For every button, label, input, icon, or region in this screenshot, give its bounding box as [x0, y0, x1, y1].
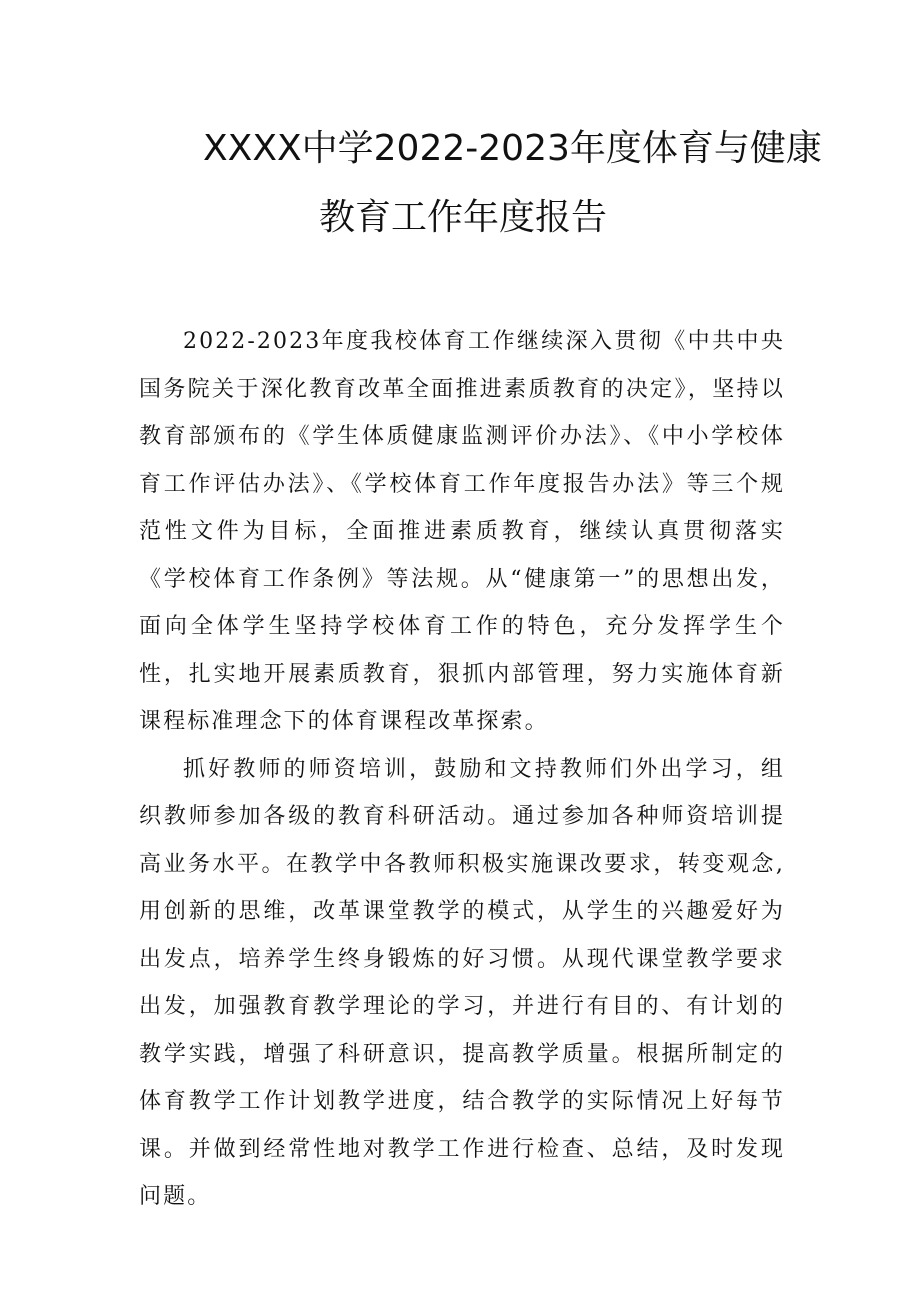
document-title-line-2: 教育工作年度报告: [319, 197, 608, 238]
document-title-line-1: XXXX中学2022-2023年度体育与健康: [203, 128, 822, 169]
paragraph-2: 抓好教师的师资培训，鼓励和文持教师们外出学习，组织教师参加各级的教育科研活动。通过参加各种师资培训提高业务水平。在教学中各教师积极实施课改要求，转变观念,用创新的思维，改革课堂教学的模式，从学生的兴趣爱好为出发点，培养学生终身锻炼的好习惯。从现代课堂教学要求出发，加强教育教学理论的学习，并进行有目的、有计划的教学实践，增强了科研意识，提高教学质量。根据所制定的体育教学工作计划教学进度，结合教学的实际情况上好每节课。并做到经常性地对教学工作进行检查、总结，及时发现问题。: [139, 756, 785, 1209]
paragraph-1: 2022-2023年度我校体育工作继续深入贯彻《中共中央国务院关于深化教育改革全面推进素质教育的决定》，坚持以教育部颁布的《学生体质健康监测评价办法》、《中小学校体育工作评估办法》、《学校体育工作年度报告办法》等三个规范性文件为目标，全面推进素质教育，继续认真贯彻落实《学校体育工作条例》等法规。从“健康第一”的思想出发，面向全体学生坚持学校体育工作的特色，充分发挥学生个性，扎实地开展素质教育，狠抓内部管理，努力实施体育新课程标准理念下的体育课程改革探索。: [139, 329, 785, 734]
document-body: [139, 318, 785, 1221]
